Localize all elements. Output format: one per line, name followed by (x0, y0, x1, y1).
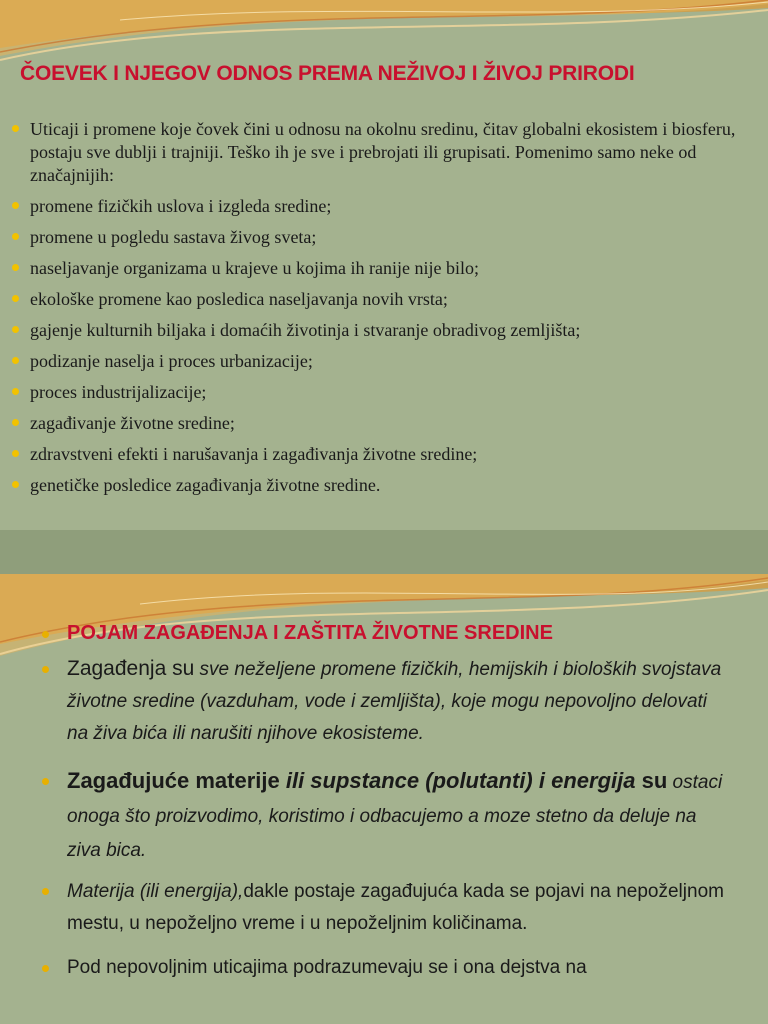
list-item: gajenje kulturnih biljaka i domaćih životinja i stvaranje obradivog zemljišta; (12, 319, 752, 342)
bullet-icon (12, 450, 19, 457)
bullet-icon (12, 388, 19, 395)
section-heading: POJAM ZAGAĐENJA I ZAŠTITA ŽIVOTNE SREDINE (40, 622, 730, 645)
bullet-icon (12, 481, 19, 488)
bullet-list (12, 118, 752, 505)
bullet-icon (42, 666, 49, 673)
list-item: zagađivanje životne sredine; (12, 412, 752, 435)
decorative-swoosh (0, 0, 768, 70)
bullet-icon (12, 125, 19, 132)
bullet-icon (42, 965, 49, 972)
bullet-icon (12, 326, 19, 333)
list-item: proces industrijalizacije; (12, 381, 752, 404)
list-item: Pod nepovoljnim uticajima podrazumevaju se i ona dejstva na (40, 952, 730, 984)
bullet-icon (12, 264, 19, 271)
bullet-icon (12, 419, 19, 426)
list-item: Materija (ili energija),dakle postaje zagađujuća kada se pojavi na nepoželjnom mestu, u nepoželjno vreme i u nepoželjnim količinama. (40, 876, 730, 940)
bullet-icon (42, 631, 49, 638)
slide-title: ČOEVEK I NJEGOV ODNOS PREMA NEŽIVOJ I ŽIVOJ PRIRODI (20, 62, 635, 85)
bullet-icon (12, 233, 19, 240)
bullet-icon (12, 357, 19, 364)
list-item: ekološke promene kao posledica naseljavanja novih vrsta; (12, 288, 752, 311)
list-item: genetičke posledice zagađivanja životne sredine. (12, 474, 752, 497)
list-item: Uticaji i promene koje čovek čini u odnosu na okolnu sredinu, čitav globalni ekosistem i biosferu, postaju sve dublji i trajniji. Teško ih je sve i prebrojati ili grupisati. Pomenimo samo neke od značajnijih: (12, 118, 752, 187)
list-item: zdravstveni efekti i narušavanja i zagađivanja životne sredine; (12, 443, 752, 466)
list-item: promene fizičkih uslova i izgleda sredine; (12, 195, 752, 218)
bullet-list (40, 622, 730, 984)
list-item: podizanje naselja i proces urbanizacije; (12, 350, 752, 373)
list-item: Zagađenja su sve neželjene promene fizičkih, hemijskih i bioloških svojstava životne sredine (vazduham, vode i zemljišta), koje mogu nepovoljno delovati na živa bića ili narušiti njihove ekosisteme. (40, 653, 730, 750)
bullet-icon (12, 202, 19, 209)
bullet-icon (42, 778, 49, 785)
list-item: Zagađujuće materije ili supstance (polutanti) i energija su ostaci onoga što proizvodimo, koristimo i odbacujemo a moze stetno da deluje na ziva bica. (40, 764, 730, 868)
bullet-icon (12, 295, 19, 302)
slide-separator (0, 530, 768, 574)
slide-2 (0, 574, 768, 1024)
list-item: promene u pogledu sastava živog sveta; (12, 226, 752, 249)
list-item: naseljavanje organizama u krajeve u kojima ih ranije nije bilo; (12, 257, 752, 280)
bullet-icon (42, 888, 49, 895)
